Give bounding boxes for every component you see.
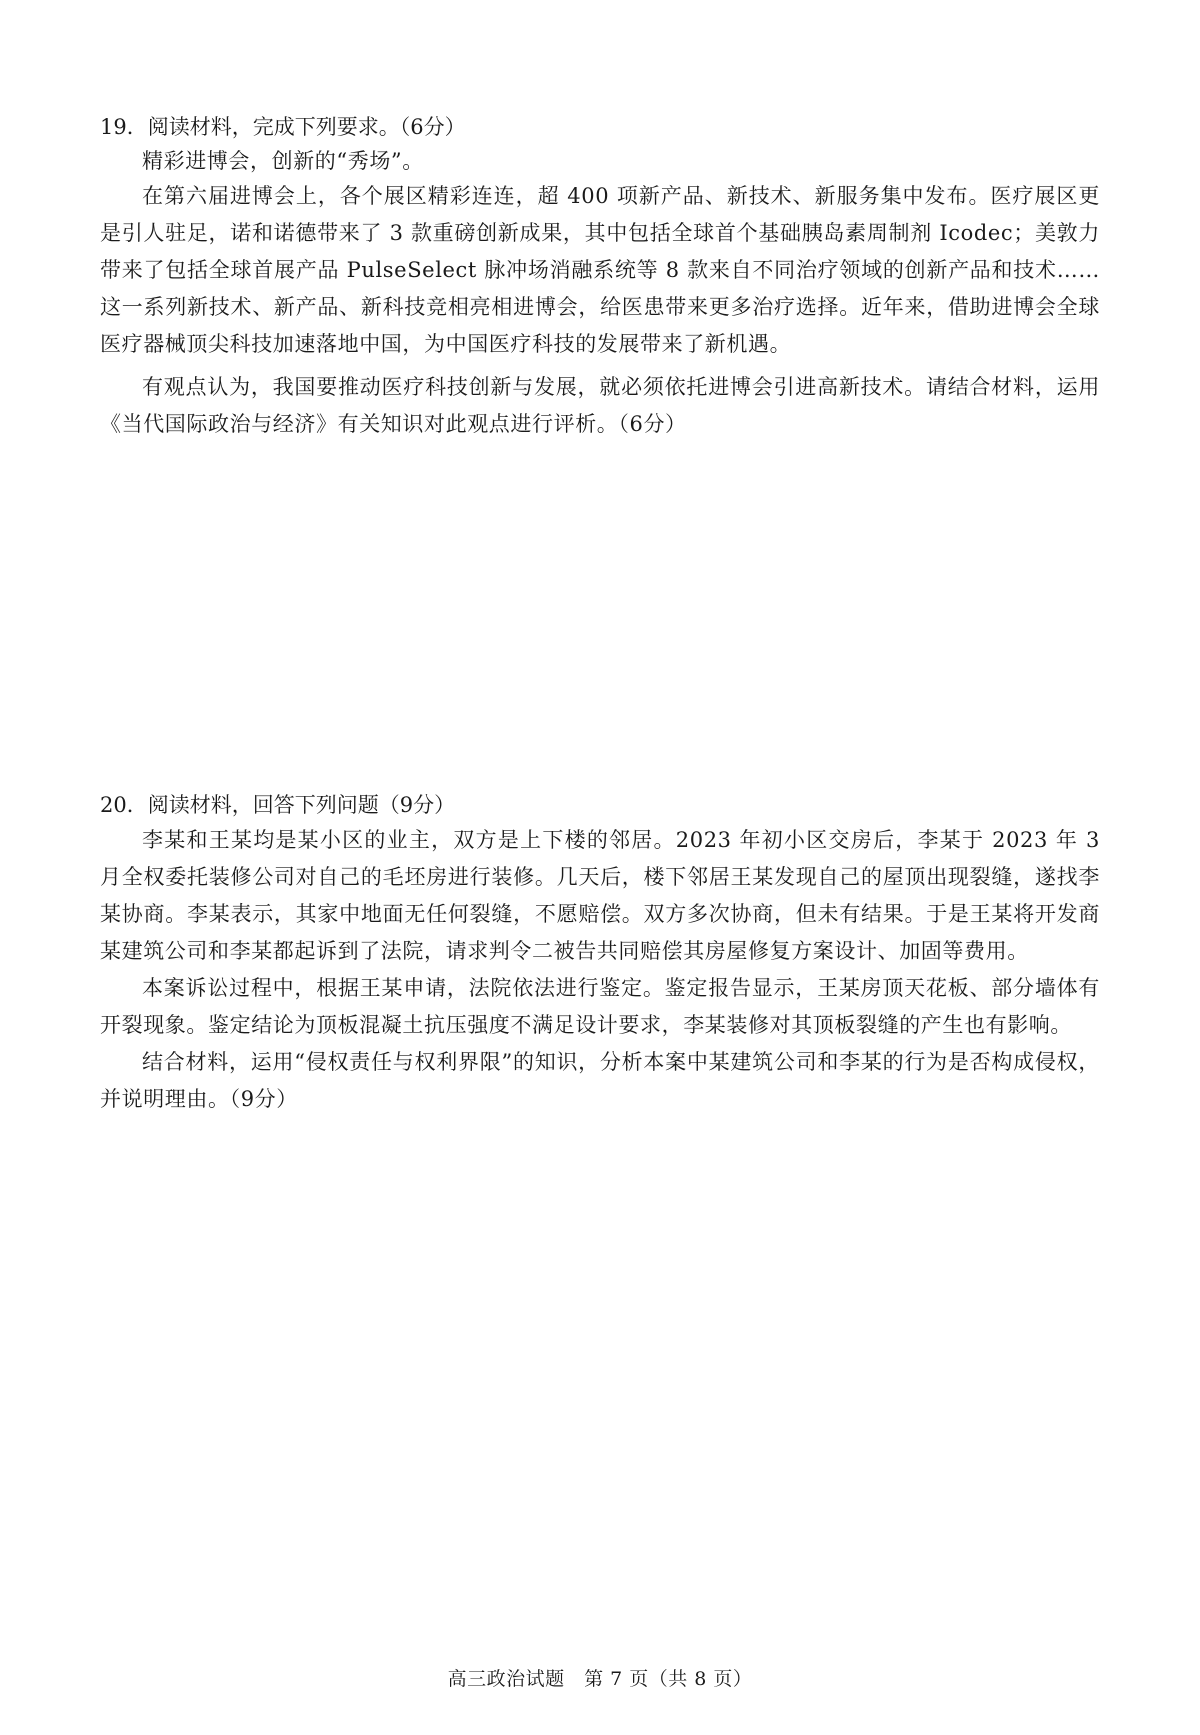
question-19-task: 有观点认为，我国要推动医疗科技创新与发展，就必须依托进博会引进高新技术。请结合材料，运用《当代国际政治与经济》有关知识对此观点进行评析。（6分） [100,375,1100,436]
question-20 [100,788,1100,1118]
question-19-subtitle: 精彩进博会，创新的“秀场”。 [142,149,424,173]
question-20-material-1: 李某和王某均是某小区的业主，双方是上下楼的邻居。2023 年初小区交房后，李某于 2023 年 3 月全权委托装修公司对自己的毛坯房进行装修。几天后，楼下邻居王某发现自己的屋顶出现裂缝，遂找李某协商。李某表示，其家中地面无任何裂缝，不愿赔偿。双方多次协商，但未有结果。于是王某将开发商某建筑公司和李某都起诉到了法院，请求判令二被告共同赔偿其房屋修复方案设计、加固等费用。 [100,828,1100,963]
question-19 [100,110,1100,443]
question-20-material-2: 本案诉讼过程中，根据王某申请，法院依法进行鉴定。鉴定报告显示，王某房顶天花板、部分墙体有开裂现象。鉴定结论为顶板混凝土抗压强度不满足设计要求，李某装修对其顶板裂缝的产生也有影响。 [100,976,1100,1037]
page-footer: 高三政治试题 第 7 页（共 8 页） [447,1668,753,1690]
question-20-heading: 20．阅读材料，回答下列问题（9分） [100,793,456,817]
question-19-material: 在第六届进博会上，各个展区精彩连连，超 400 项新产品、新技术、新服务集中发布。医疗展区更是引人驻足，诺和诺德带来了 3 款重磅创新成果，其中包括全球首个基础胰岛素周制剂 Icodec；美敦力带来了包括全球首展产品 PulseSelect 脉冲场消融系统等 8 款来自不同治疗领域的创新产品和技术……这一系列新技术、新产品、新科技竞相亮相进博会，给医患带来更多治疗选择。近年来，借助进博会全球医疗器械顶尖科技加速落地中国，为中国医疗科技的发展带来了新机遇。 [100,184,1100,356]
question-19-heading: 19．阅读材料，完成下列要求。（6分） [100,115,466,139]
question-20-task: 结合材料，运用“侵权责任与权利界限”的知识，分析本案中某建筑公司和李某的行为是否构成侵权，并说明理由。（9分） [100,1050,1100,1111]
